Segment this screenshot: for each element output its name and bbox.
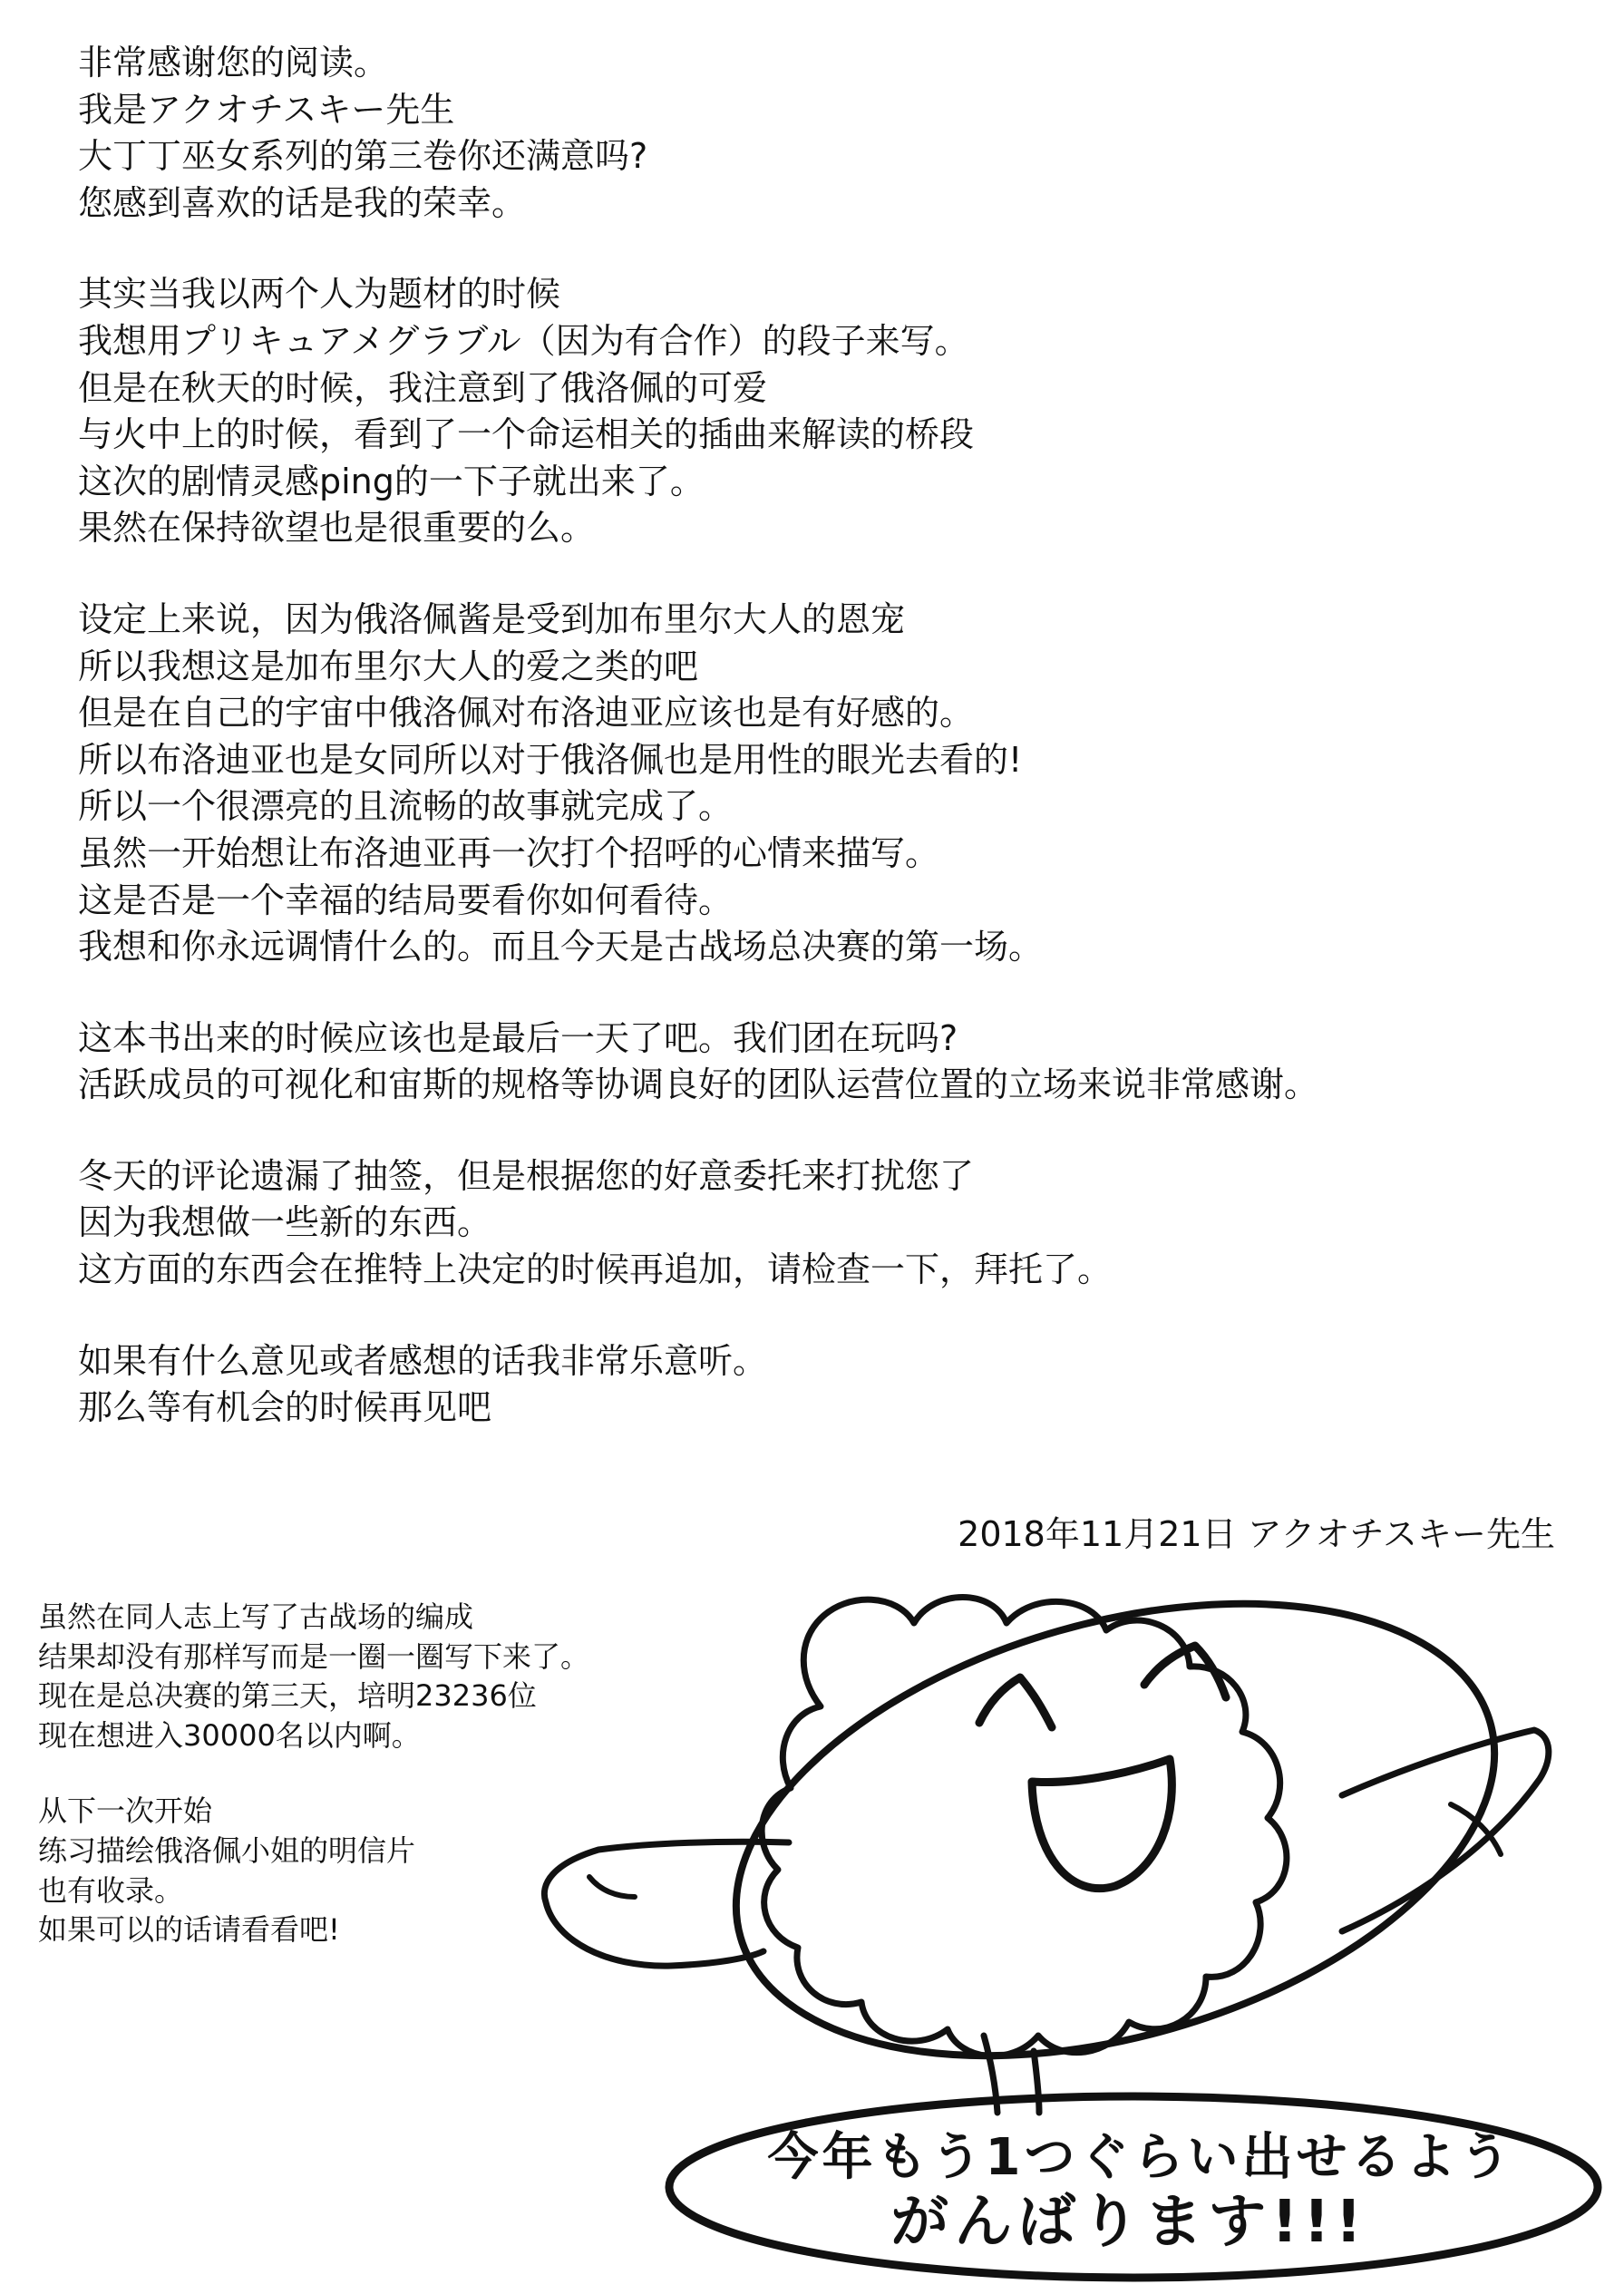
text-line: 我是アクオチスキー先生	[78, 89, 455, 130]
mascot-right-eye	[1144, 1646, 1226, 1697]
text-line: 大丁丁巫女系列的第三卷你还满意吗?	[78, 136, 648, 177]
text-line: 所以一个很漂亮的且流畅的故事就完成了。	[78, 786, 734, 827]
text-line: 结果却没有那样写而是一圈一圈写下来了。	[38, 1638, 590, 1674]
mascot-left-arm	[544, 1842, 789, 1966]
text-line: 您感到喜欢的话是我的荣幸。	[78, 182, 527, 223]
mascot-mouth	[1032, 1759, 1172, 1889]
speech-line-2: がんばります!!!	[890, 2189, 1367, 2256]
mascot-face	[684, 1523, 1547, 2135]
mascot-left-arm-tip	[589, 1877, 635, 1897]
text-line: 那么等有机会的时候再见吧	[78, 1387, 492, 1428]
text-line: 其实当我以两个人为题材的时候	[78, 274, 561, 315]
text-line: 我想用プリキュアメグラブル（因为有合作）的段子来写。	[78, 320, 969, 361]
text-line: 虽然一开始想让布洛迪亚再一次打个招呼的心情来描写。	[78, 832, 940, 873]
text-line: 从下一次开始	[38, 1793, 213, 1829]
text-line: 但是在自己的宇宙中俄洛佩对布洛迪亚应该也是有好感的。	[78, 693, 975, 734]
text-line: 但是在秋天的时候，我注意到了俄洛佩的可爱	[78, 367, 768, 408]
text-line: 现在想进入30000名以内啊。	[38, 1717, 421, 1753]
text-line: 与火中上的时候，看到了一个命运相关的插曲来解读的桥段	[78, 414, 975, 455]
text-line: 活跃成员的可视化和宙斯的规格等协调良好的团队运营位置的立场来说非常感谢。	[78, 1064, 1319, 1105]
text-line: 这本书出来的时候应该也是最后一天了吧。我们团在玩吗?	[78, 1017, 958, 1058]
mascot-character	[544, 1523, 1548, 2135]
mascot-right-arm	[1342, 1730, 1549, 1931]
text-line: 如果可以的话请看看吧!	[38, 1912, 340, 1948]
text-line: 练习描绘俄洛佩小姐的明信片	[38, 1832, 416, 1868]
text-line: 果然在保持欲望也是很重要的么。	[78, 508, 596, 549]
text-line: 非常感谢您的阅读。	[78, 43, 389, 83]
text-line: 设定上来说，因为俄洛佩酱是受到加布里尔大人的恩宠	[78, 598, 906, 639]
mascot-left-eye	[979, 1677, 1052, 1727]
text-line: 这次的剧情灵感ping的一下子就出来了。	[78, 461, 705, 501]
text-line: 所以布洛迪亚也是女同所以对于俄洛佩也是用性的眼光去看的!	[78, 739, 1023, 780]
text-line: 也有收录。	[38, 1872, 184, 1908]
text-line: 这方面的东西会在推特上决定的时候再追加，请检查一下，拜托了。	[78, 1249, 1113, 1290]
text-line: 因为我想做一些新的东西。	[78, 1202, 492, 1243]
signature-date: 2018年11月21日 アクオチスキー先生	[958, 1514, 1555, 1554]
text-line: 所以我想这是加布里尔大人的爱之类的吧	[78, 646, 699, 686]
text-line: 我想和你永远调情什么的。而且今天是古战场总决赛的第一场。	[78, 927, 1044, 967]
speech-bubble	[669, 2096, 1598, 2278]
text-line: 如果有什么意见或者感想的话我非常乐意听。	[78, 1340, 768, 1381]
text-line: 虽然在同人志上写了古战场的编成	[38, 1599, 474, 1634]
text-line: 现在是总决赛的第三天，培明23236位	[38, 1678, 537, 1714]
speech-line-1: 今年もう1つぐらい出せるよう	[767, 2128, 1514, 2187]
text-line: 冬天的评论遗漏了抽签，但是根据您的好意委托来打扰您了	[78, 1155, 975, 1196]
text-line: 这是否是一个幸福的结局要看你如何看待。	[78, 880, 734, 920]
